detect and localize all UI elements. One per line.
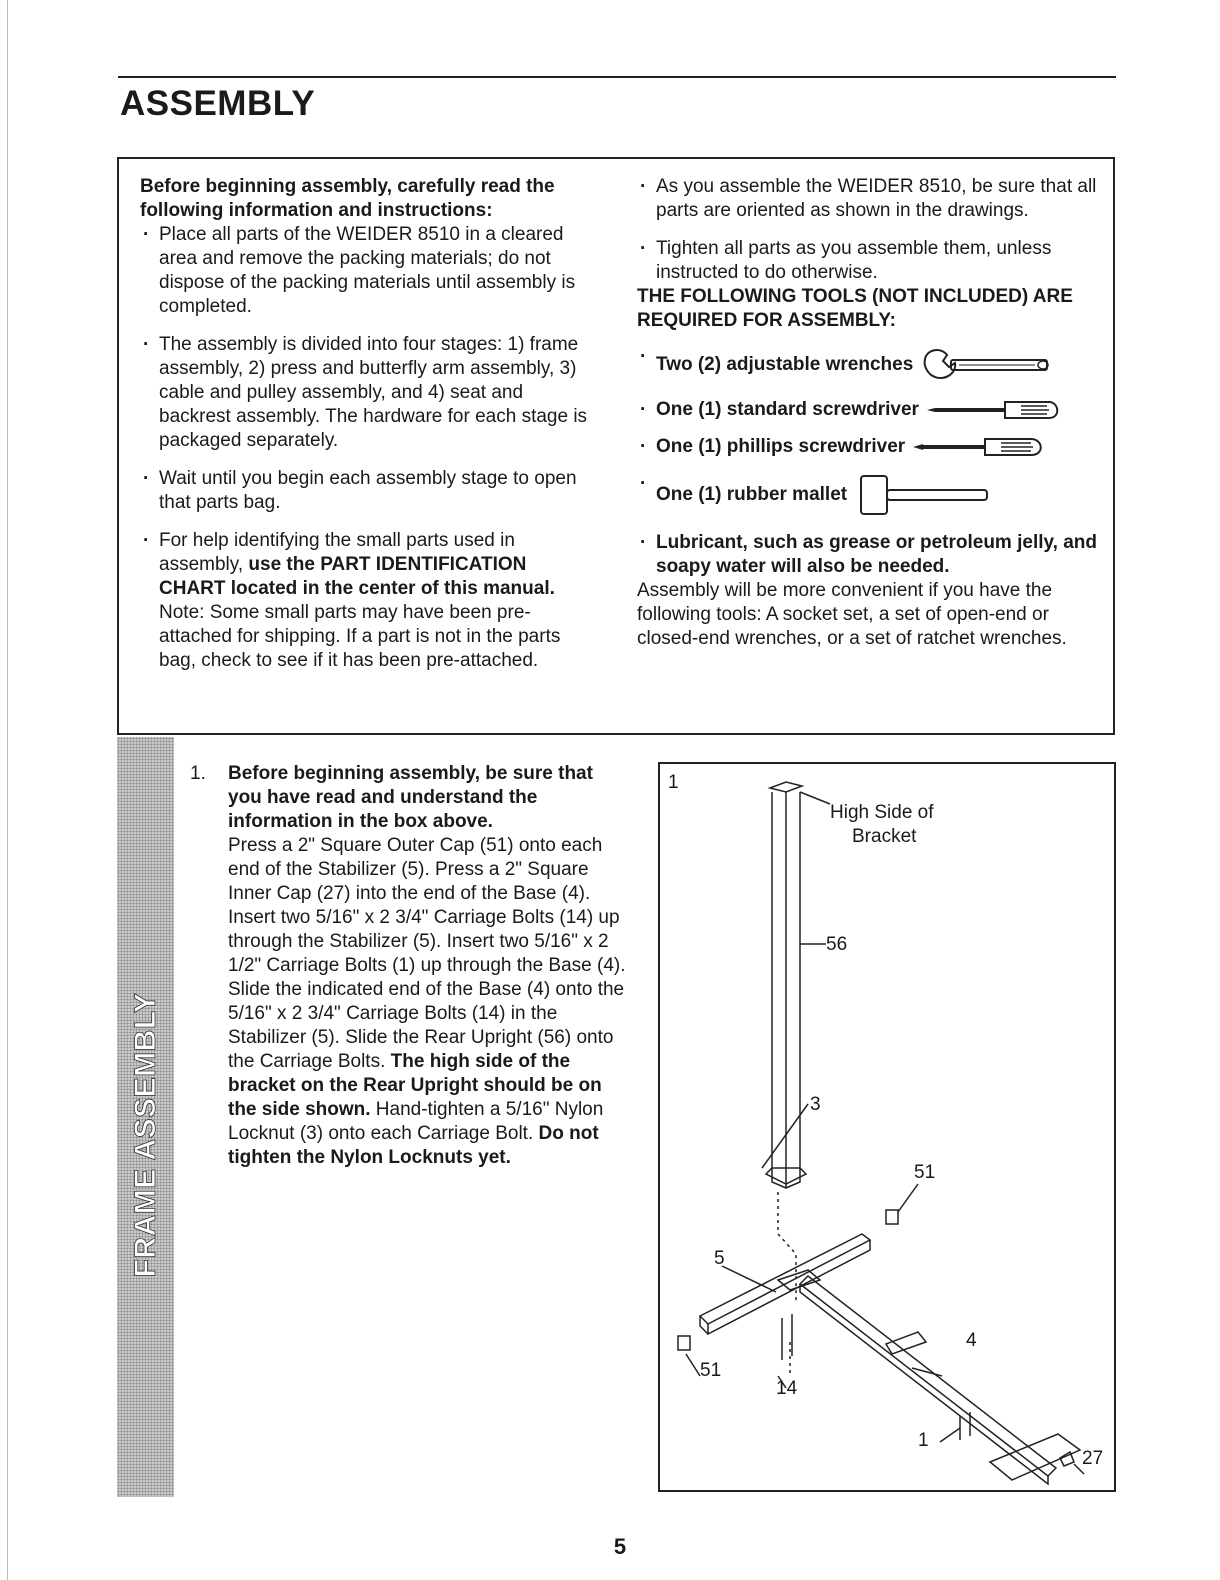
info-intro: Before beginning assembly, carefully read the following information and instructions: [140, 176, 555, 221]
figure-step-label: 1 [668, 772, 679, 793]
step-text-bold: Do not tighten the Nylon Locknuts yet. [228, 1123, 599, 1168]
step-text: Hand-tighten a 5/16" Nylon Locknut (3) onto each Carriage Bolt. [228, 1099, 604, 1144]
tool-label: · One (1) standard screwdriver [656, 399, 919, 420]
outer-cap-right [886, 1210, 898, 1224]
tool-label: · Two (2) adjustable wrenches [656, 354, 914, 375]
info-box [117, 157, 1115, 735]
callout-51-right: 51 [914, 1162, 936, 1183]
info-left-bullets [140, 223, 595, 673]
help-text-bold: use the PART IDENTIFICATION CHART located in the center of this manual. [159, 554, 555, 599]
outer-cap-left [678, 1336, 690, 1350]
step-1 [190, 762, 630, 1170]
step-paragraph: Press a 2" Square Outer Cap (51) onto each end of the Stabilizer (5). Press a 2" Square Inner Cap (27) into the end of the Base (4). [228, 835, 603, 904]
bullet-wait: · Wait until you begin each assembly stage to open that parts bag. [140, 467, 595, 515]
callout-56: 56 [826, 934, 848, 955]
frame-assembly-diagram [660, 764, 1118, 1494]
tools-heading: THE FOLLOWING TOOLS (NOT INCLUDED) ARE REQUIRED FOR ASSEMBLY: [637, 286, 1073, 331]
callout-5: 5 [714, 1248, 725, 1269]
phillips-screwdriver-icon [911, 435, 1051, 459]
stabilizer-end [700, 1316, 708, 1334]
callout-14: 14 [776, 1378, 798, 1399]
base-bracket [886, 1332, 926, 1354]
convenience-note: Assembly will be more convenient if you have the following tools: A socket set, a set of open-end or closed-end wrenches, or a set of ratchet wrenches. [637, 580, 1067, 649]
help-text-2: Note: Some small parts may have been pre-attached for shipping. If a part is not in the parts bag, check to see if it has been pre-attached. [159, 602, 561, 671]
tool-label: · One (1) rubber mallet [656, 484, 848, 505]
tool-item [637, 435, 1099, 459]
assembly-figure [658, 762, 1116, 1492]
step-text-bold: The high side of the bracket on the Rear Upright should be on the side shown. [228, 1051, 602, 1120]
locknut-leader [762, 1104, 808, 1168]
leader-51-left [686, 1354, 700, 1376]
step-body [228, 762, 630, 1170]
callout-1: 1 [918, 1430, 929, 1451]
bullet-tighten: · Tighten all parts as you assemble them, unless instructed to do otherwise. [637, 237, 1099, 285]
step-paragraph: Insert two 5/16" x 2 3/4" Carriage Bolts (14) up through the Stabilizer (5). Insert two 5/16" x 2 1/2" Carriage Bolts (1) up through the Base (4). [228, 907, 626, 976]
tool-item [637, 472, 1099, 518]
stabilizer [700, 1234, 870, 1324]
callout-bracket: Bracket [852, 826, 917, 847]
callout-3: 3 [810, 1094, 821, 1115]
info-right-column [637, 175, 1099, 651]
page-margin-line [7, 0, 8, 1580]
tools-list [637, 345, 1099, 579]
rubber-mallet-icon [853, 472, 993, 518]
info-right-bullets [637, 175, 1099, 285]
step-paragraph [228, 978, 630, 1170]
page-number: 5 [613, 1534, 627, 1559]
leader-51-right [898, 1184, 918, 1212]
step-number: 1. [190, 763, 206, 784]
step-lead: Before beginning assembly, be sure that you have read and understand the information in the box above. [228, 763, 593, 832]
tool-label: · One (1) phillips screwdriver [656, 436, 906, 457]
tool-item [637, 345, 1099, 385]
leader-1 [940, 1428, 960, 1442]
info-left-column [140, 175, 595, 673]
bullet-orientation: · As you assemble the WEIDER 8510, be sure that all parts are oriented as shown in the drawings. [637, 175, 1099, 223]
bullet-help [140, 529, 595, 673]
sidebar-label: FRAME ASSEMBLY [129, 992, 162, 1278]
header-rule [118, 76, 1116, 78]
tool-item [637, 531, 1099, 579]
leader-5 [722, 1266, 776, 1292]
lubricant-note: · Lubricant, such as grease or petroleum jelly, and soapy water will also be needed. [656, 532, 1097, 577]
bullet-place-parts: · Place all parts of the WEIDER 8510 in a cleared area and remove the packing materials; do not dispose of the packing materials until assembly is completed. [140, 223, 595, 319]
leader-high-side [800, 792, 830, 804]
callout-high-side: High Side of [830, 802, 934, 823]
step-text: Slide the indicated end of the Base (4) onto the 5/16" x 2 3/4" Carriage Bolts (14) in the Stabilizer (5). Slide the Rear Upright (56) onto the Carriage Bolts. [228, 979, 625, 1072]
callout-51-left: 51 [700, 1360, 722, 1381]
page-title: ASSEMBLY [120, 84, 316, 123]
adjustable-wrench-icon [919, 345, 1059, 385]
bullet-four-stages: · The assembly is divided into four stages: 1) frame assembly, 2) press and butterfly arm assembly, 3) cable and pulley assembly, and 4) seat and backrest assembly. The hardware for each stage is packaged separately. [140, 333, 595, 453]
help-text-1: For help identifying the small parts used in assembly, [159, 530, 515, 575]
tool-item [637, 398, 1099, 422]
callout-27: 27 [1082, 1448, 1104, 1469]
standard-screwdriver-icon [925, 398, 1065, 422]
callout-4: 4 [966, 1330, 977, 1351]
upright-bracket [770, 782, 802, 792]
